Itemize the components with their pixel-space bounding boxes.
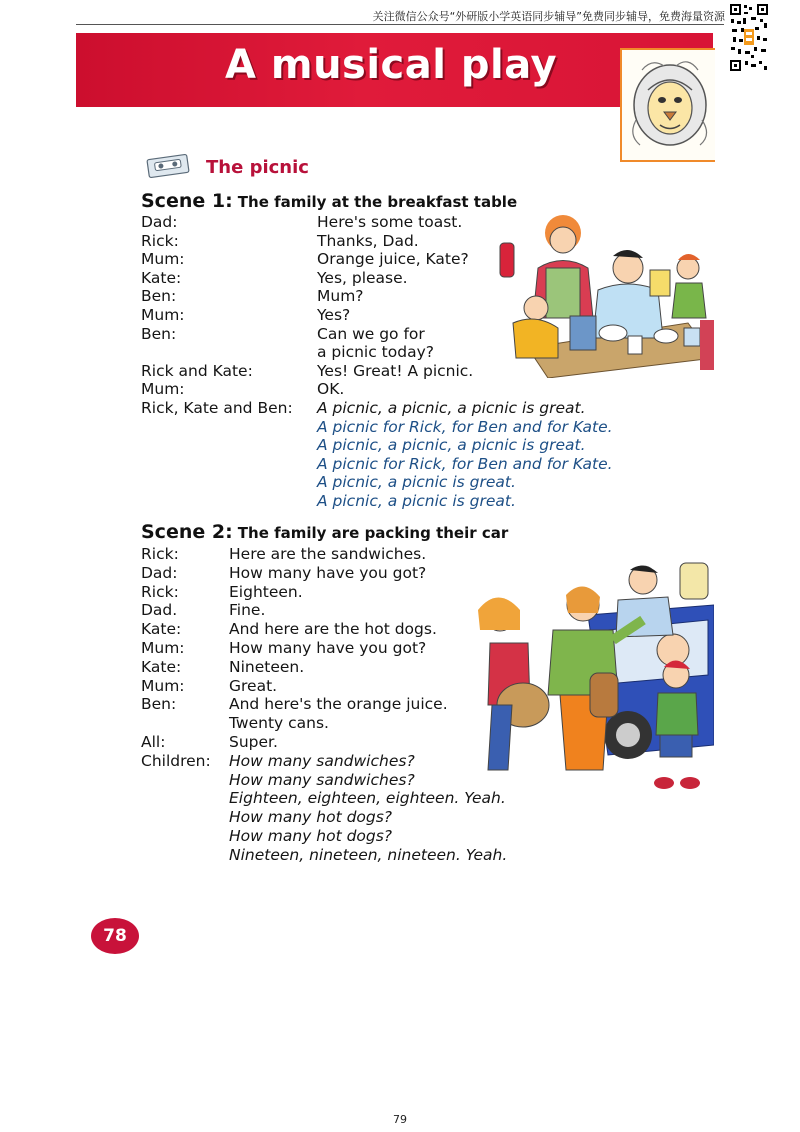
line-text: Can we go for: [317, 324, 425, 343]
speaker-label: Mum:: [141, 380, 185, 399]
page-badge: 78: [91, 918, 139, 954]
line-text: Yes, please.: [317, 268, 408, 287]
packing-car-illustration: [468, 555, 714, 800]
speaker-label: Mum:: [141, 306, 185, 324]
line-text: Nineteen, nineteen, nineteen. Yeah.: [229, 845, 508, 864]
line-text: Mum?: [317, 287, 364, 306]
speaker-label: Ben:: [141, 324, 177, 343]
breakfast-table-illustration: [488, 208, 714, 378]
scene-1-title: The family at the breakfast table: [237, 193, 518, 211]
line-text: Twenty cans.: [229, 714, 329, 733]
page-title: A musical play: [225, 42, 558, 88]
scene-1-label: Scene 1:: [141, 190, 233, 212]
line-text: How many have you got?: [229, 639, 427, 657]
speaker-label: Dad.: [141, 601, 178, 620]
line-text: A picnic for Rick, for Ben and for Kate.: [317, 417, 613, 436]
line-text: How many sandwiches?: [229, 751, 415, 770]
line-text: A picnic, a picnic is great.: [317, 473, 516, 492]
line-text: Nineteen.: [229, 657, 305, 676]
scene-2-title: The family are packing their car: [237, 524, 509, 542]
page-number: 79: [393, 1113, 407, 1126]
line-text: Fine.: [229, 601, 266, 620]
line-text: a picnic today?: [317, 343, 434, 362]
speaker-label: Kate:: [141, 657, 182, 676]
line-text: A picnic for Rick, for Ben and for Kate.: [317, 454, 613, 473]
watermark-text: 关注微信公众号“外研版小学英语同步辅导”免费同步辅导，免费海量资源: [372, 10, 725, 23]
line-text: A picnic, a picnic, a picnic is great.: [317, 399, 586, 417]
speaker-label: Dad:: [141, 213, 178, 231]
scene-2-label: Scene 2:: [141, 521, 233, 543]
line-text: Here are the sandwiches.: [229, 545, 427, 563]
line-text: Thanks, Dad.: [317, 231, 419, 250]
lion-mascot-icon: [622, 50, 715, 160]
section-title: The picnic: [206, 157, 309, 178]
speaker-label: Ben:: [141, 287, 177, 306]
line-text: OK.: [317, 380, 345, 399]
speaker-label: Rick:: [141, 545, 179, 563]
line-text: Eighteen, eighteen, eighteen. Yeah.: [229, 789, 506, 808]
qr-code-icon: [729, 3, 769, 73]
line-text: Great.: [229, 676, 278, 695]
speaker-label: All:: [141, 733, 166, 751]
mascot-frame: [620, 48, 715, 162]
cassette-tape-icon: [146, 153, 190, 179]
line-text: How many hot dogs?: [229, 827, 393, 845]
line-text: And here are the hot dogs.: [229, 620, 437, 639]
scene-2-heading: [141, 521, 508, 543]
speaker-label: Rick:: [141, 582, 179, 601]
line-text: And here's the orange juice.: [229, 695, 448, 714]
header-rule: [76, 24, 724, 25]
line-text: Eighteen.: [229, 582, 303, 601]
line-text: A picnic, a picnic, a picnic is great.: [317, 436, 586, 455]
speaker-label: Ben:: [141, 695, 177, 714]
line-text: Super.: [229, 733, 278, 751]
line-text: Yes?: [317, 306, 351, 324]
line-text: A picnic, a picnic is great.: [317, 492, 516, 510]
line-text: How many hot dogs?: [229, 808, 393, 827]
line-text: How many have you got?: [229, 563, 427, 582]
line-text: How many sandwiches?: [229, 770, 415, 789]
speaker-label: Mum:: [141, 676, 185, 695]
speaker-label: Mum:: [141, 639, 185, 657]
speaker-label: Dad:: [141, 563, 178, 582]
speaker-label: Rick and Kate:: [141, 361, 253, 380]
scene-1-heading: [141, 190, 517, 212]
line-text: Orange juice, Kate?: [317, 250, 469, 269]
speaker-label: Children:: [141, 751, 211, 770]
speaker-label: Rick:: [141, 231, 179, 250]
speaker-label: Mum:: [141, 250, 185, 269]
line-text: Yes! Great! A picnic.: [317, 361, 474, 380]
speaker-label: Kate:: [141, 268, 182, 287]
speaker-label: Rick, Kate and Ben:: [141, 399, 293, 417]
line-text: Here's some toast.: [317, 213, 463, 231]
speaker-label: Kate:: [141, 620, 182, 639]
